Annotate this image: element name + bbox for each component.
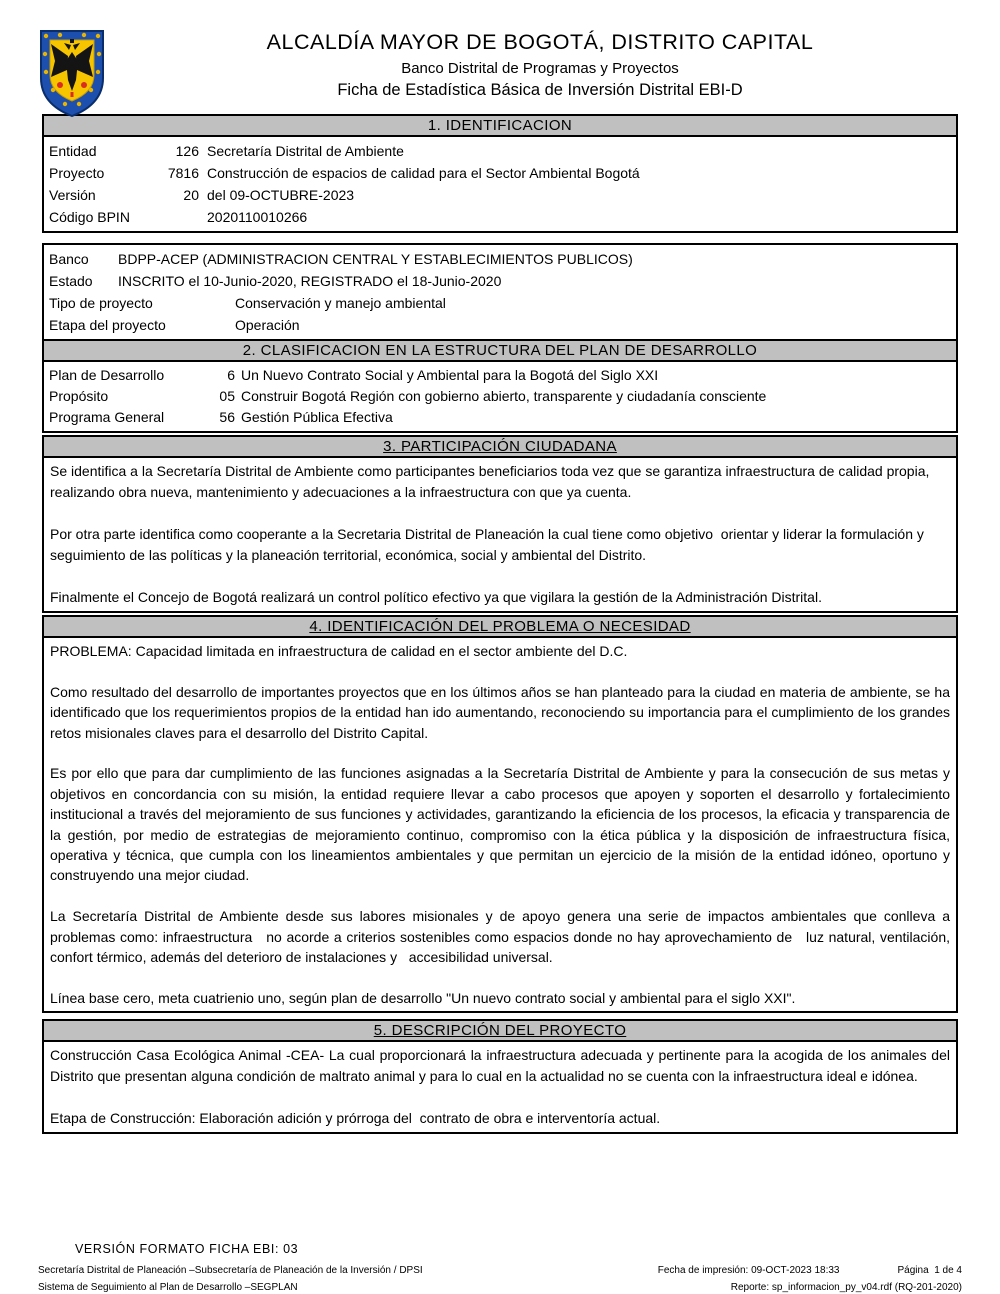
field-plan-de-desarrollo: [49, 365, 951, 386]
field-value: del 09-OCTUBRE-2023: [207, 187, 355, 203]
field-etapa-del-proyecto: [49, 314, 951, 336]
field-value: Gestión Pública Efectiva: [241, 409, 393, 425]
footer-meta-row: [38, 1263, 962, 1294]
field-label: Etapa del proyecto: [49, 317, 166, 333]
header-titles: [0, 0, 1000, 100]
section-2-header: [42, 339, 958, 362]
bogota-coat-of-arms-icon: [38, 28, 106, 118]
field-code: [167, 206, 199, 228]
paragraph: Como resultado del desarrollo de importantes proyectos que en los últimos años se han planteado para la ciudad en materia de ambiente, se ha identificado que los requerimientos propios de la entidad han ido aumentando, reconociendo su importancia para el cumplimiento de los grandes retos misionales claves para el desarrollo del Distrito Capital.: [50, 683, 954, 741]
field-entidad: [49, 140, 951, 162]
field-value: Conservación y manejo ambiental: [235, 295, 446, 311]
field-label: Proyecto: [49, 165, 105, 181]
document-footer: [38, 1242, 962, 1294]
footer-right-block: [658, 1263, 962, 1294]
paragraph: Es por ello que para dar cumplimiento de las funciones asignadas a la Secretaría Distrital de Ambiente y para la consecución de sus metas y objetivos en concordancia con su misión, la entidad requiere llevar a cabo procesos que apoyen y soporten el desarrollo y fortalecimiento institucional a través del mejoramiento de sus funciones y actividades, garantizando la eficiencia de los procesos, la eficacia y transparencia de la gestión, por medio de estrategias de mejoramiento continuo, compromiso con la ética pública y la disposición de infraestructura física, operativa y técnica, que cumpla con los lineamientos ambientales y que permitan un ejercicio de la misión de la entidad idóneo, oportuno y construyendo una mejor ciudad.: [50, 765, 954, 884]
page-number: Página 1 de 4: [897, 1265, 962, 1276]
print-date: Fecha de impresión: 09-OCT-2023 18:33: [657, 1265, 840, 1276]
field-label: Entidad: [49, 143, 97, 159]
section-1-header: [42, 114, 958, 137]
problem-identification-box: [42, 636, 958, 1013]
field-banco: [49, 248, 951, 270]
footer-entity-line: Secretaría Distrital de Planeación –Subsecretaría de Planeación de la Inversión / DPSI: [38, 1265, 423, 1276]
document-title: ALCALDÍA MAYOR DE BOGOTÁ, DISTRITO CAPITAL: [266, 30, 814, 54]
field-label: Plan de Desarrollo: [49, 367, 165, 383]
section-5-title: 5. DESCRIPCIÓN DEL PROYECTO: [373, 1022, 627, 1040]
document-subtitle-2: Ficha de Estadística Básica de Inversión Distrital EBI-D: [337, 81, 743, 99]
document-header: [0, 0, 1000, 114]
citizen-participation-box: [42, 456, 958, 613]
field-label: Estado: [49, 273, 93, 289]
field-proposito: [49, 386, 951, 407]
field-version: [49, 184, 951, 206]
field-code: 20: [183, 187, 199, 203]
field-value: Construcción de espacios de calidad para el Sector Ambiental Bogotá: [207, 165, 640, 181]
paragraph: Se identifica a la Secretaría Distrital de Ambiente como participantes beneficiarios toda vez que se garantiza infraestructura de calidad propia, realizando obra nueva, mantenimiento y adecuaciones a la infraestructura con que ya cuenta.: [50, 463, 934, 500]
section-4-header: [42, 615, 958, 638]
field-code: 6: [227, 367, 235, 383]
paragraph: PROBLEMA: Capacidad limitada en infraestructura de calidad en el sector ambiente del D.C.: [50, 643, 628, 659]
paragraph: Finalmente el Concejo de Bogotá realizará un control político efectivo ya que vigilara la gestión de la Administración Distrital.: [50, 589, 822, 605]
report-name: Reporte: sp_informacion_py_v04.rdf (RQ-201-2020): [730, 1281, 962, 1293]
section-3-header: [42, 435, 958, 458]
document-body: [42, 114, 958, 1134]
section-5-header: [42, 1019, 958, 1042]
paragraph: La Secretaría Distrital de Ambiente desde sus labores misionales y de apoyo genera una serie de impactos ambientales que conlleva a problemas como: infraestructura no acorde a criterios sostenibles como espacios donde no hay aprovechamiento de luz natural, ventilación, confort térmico, además del deterioro de instalaciones y accesibilidad universal.: [50, 908, 954, 966]
field-label: Código BPIN: [49, 209, 130, 225]
field-code: 126: [175, 143, 199, 159]
field-label: Banco: [49, 251, 89, 267]
bank-status-box: [42, 243, 958, 341]
format-version-line: VERSIÓN FORMATO FICHA EBI: 03: [75, 1242, 299, 1256]
field-label: Programa General: [49, 409, 165, 425]
field-value: Un Nuevo Contrato Social y Ambiental para la Bogotá del Siglo XXI: [241, 367, 659, 383]
footer-left-block: [38, 1263, 423, 1294]
field-label: Propósito: [49, 388, 109, 404]
field-value: Construir Bogotá Región con gobierno abierto, transparente y ciudadanía consciente: [241, 388, 767, 404]
field-codigo-bpin: [49, 206, 951, 228]
field-code: 05: [219, 388, 235, 404]
section-4-title: 4. IDENTIFICACIÓN DEL PROBLEMA O NECESIDAD: [309, 618, 691, 635]
paragraph: Línea base cero, meta cuatrienio uno, según plan de desarrollo "Un nuevo contrato social y ambiental para el siglo XXI".: [50, 989, 796, 1006]
field-label: Versión: [49, 187, 96, 203]
field-value: Operación: [235, 317, 300, 333]
paragraph: Etapa de Construcción: Elaboración adición y prórroga del contrato de obra e interventoría actual.: [50, 1110, 661, 1127]
field-value: Secretaría Distrital de Ambiente: [207, 143, 404, 159]
plan-classification-box: [42, 360, 958, 433]
identification-box: [42, 135, 958, 233]
project-description-box: [42, 1040, 958, 1134]
field-code: 56: [219, 409, 235, 425]
field-value: BDPP-ACEP (ADMINISTRACION CENTRAL Y ESTABLECIMIENTOS PUBLICOS): [118, 251, 633, 267]
section-2-title: 2. CLASIFICACION EN LA ESTRUCTURA DEL PLAN DE DESARROLLO: [242, 342, 758, 359]
field-proyecto: [49, 162, 951, 184]
paragraph: Construcción Casa Ecológica Animal -CEA- La cual proporcionará la infraestructura adecuada y pertinente para la acogida de los animales del Distrito que presentan alguna condición de maltrato animal y para lo cual en la actualidad no se cuenta con la infraestructura ideal e idónea.: [50, 1047, 954, 1085]
section-1-title: 1. IDENTIFICACION: [427, 117, 573, 134]
field-code: 7816: [167, 165, 199, 181]
document-subtitle-1: Banco Distrital de Programas y Proyectos: [401, 60, 679, 77]
footer-print-row: [658, 1263, 962, 1280]
section-3-title: 3. PARTICIPACIÓN CIUDADANA: [383, 438, 617, 455]
field-label: Tipo de proyecto: [49, 295, 153, 311]
paragraph: Por otra parte identifica como cooperante a la Secretaria Distrital de Planeación la cual tiene como objetivo orientar y liderar la formulación y seguimiento de las políticas y la planeación territorial, económica, social y ambiental del Distrito.: [50, 526, 928, 563]
field-value: 2020110010266: [207, 209, 308, 225]
footer-system-line: Sistema de Seguimiento al Plan de Desarrollo –SEGPLAN: [38, 1281, 298, 1293]
field-value: INSCRITO el 10-Junio-2020, REGISTRADO el 18-Junio-2020: [118, 273, 502, 289]
field-estado: [49, 270, 951, 292]
field-programa-general: [49, 407, 951, 428]
field-tipo-de-proyecto: [49, 292, 951, 314]
